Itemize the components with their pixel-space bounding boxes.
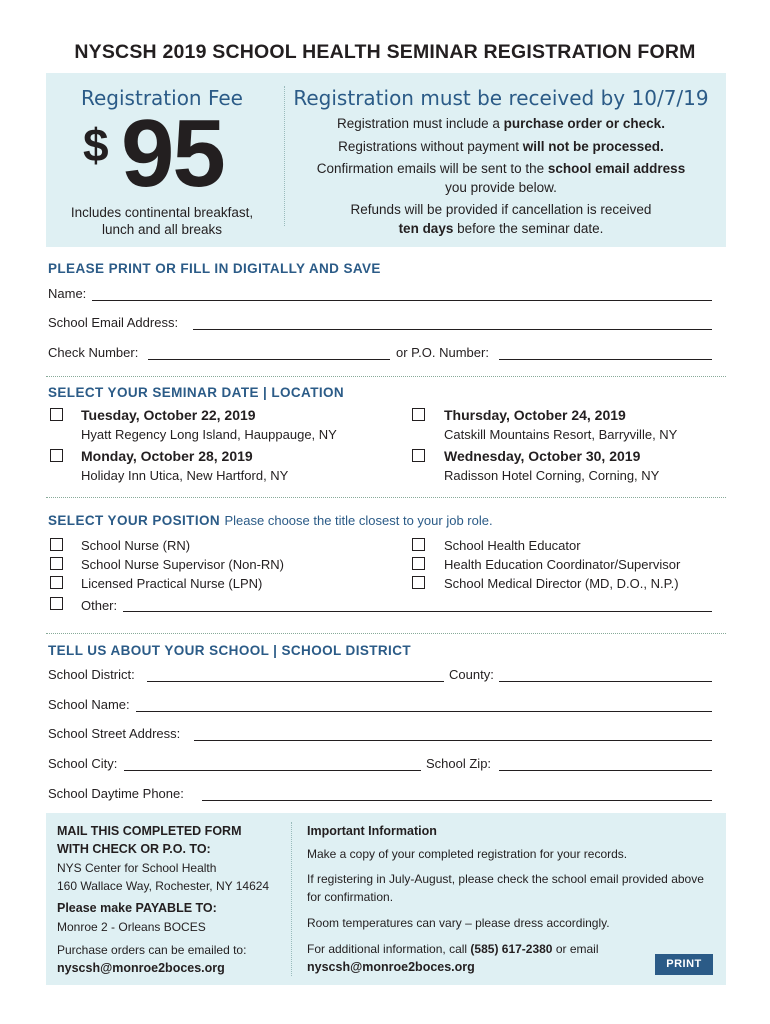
school-name-field[interactable] xyxy=(136,711,712,712)
seminar-section-heading: SELECT YOUR SEMINAR DATE | LOCATION xyxy=(48,385,345,400)
other-label: Other: xyxy=(81,598,118,613)
mail-heading: WITH CHECK OR P.O. TO: xyxy=(57,842,211,856)
seminar-date: Monday, October 28, 2019 xyxy=(81,448,253,464)
important-item: Room temperatures can vary – please dress accordingly. xyxy=(307,916,610,930)
deadline-heading: Registration must be received by 10/7/19 xyxy=(293,86,709,110)
fee-note-line: Includes continental breakfast, xyxy=(70,205,254,220)
fee-heading: Registration Fee xyxy=(81,86,243,110)
deadline-line: Registration must include a purchase order or check. xyxy=(337,116,665,131)
street-field[interactable] xyxy=(194,740,712,741)
city-field[interactable] xyxy=(124,770,421,771)
print-button[interactable]: PRINT xyxy=(655,954,713,975)
phone-label: School Daytime Phone: xyxy=(48,786,184,801)
seminar-location: Holiday Inn Utica, New Hartford, NY xyxy=(81,468,289,483)
deadline-line: you provide below. xyxy=(445,179,557,195)
name-label: Name: xyxy=(48,286,87,301)
important-item: If registering in July-August, please check the school email provided above xyxy=(307,872,704,886)
panel-divider xyxy=(291,822,292,976)
seminar-date: Wednesday, October 30, 2019 xyxy=(444,448,641,464)
payable-heading: Please make PAYABLE TO: xyxy=(57,901,217,915)
seminar-date: Thursday, October 24, 2019 xyxy=(444,407,626,423)
section-divider xyxy=(46,497,726,498)
position-label: School Nurse Supervisor (Non-RN) xyxy=(81,557,285,572)
position-checkbox[interactable] xyxy=(412,538,425,551)
email-field[interactable] xyxy=(193,329,712,330)
position-checkbox[interactable] xyxy=(50,538,63,551)
deadline-line: Confirmation emails will be sent to the school email address xyxy=(316,161,686,176)
street-label: School Street Address: xyxy=(48,726,181,741)
payable-to: Monroe 2 - Orleans BOCES xyxy=(57,920,206,934)
po-email-label: Purchase orders can be emailed to: xyxy=(57,943,247,957)
po-number-label: or P.O. Number: xyxy=(396,345,489,360)
position-label: School Nurse (RN) xyxy=(81,538,191,553)
position-heading: SELECT YOUR POSITION xyxy=(48,513,221,528)
position-checkbox[interactable] xyxy=(412,557,425,570)
deadline-line: Refunds will be provided if cancellation is received xyxy=(350,202,652,217)
section-divider xyxy=(46,376,726,377)
seminar-checkbox[interactable] xyxy=(412,449,425,462)
position-checkbox[interactable] xyxy=(412,576,425,589)
district-field[interactable] xyxy=(147,681,444,682)
city-label: School City: xyxy=(48,756,118,771)
phone-field[interactable] xyxy=(202,800,712,801)
contact-email: nyscsh@monroe2boces.org xyxy=(307,960,475,974)
district-label: School District: xyxy=(48,667,135,682)
email-label: School Email Address: xyxy=(48,315,179,330)
school-name-label: School Name: xyxy=(48,697,130,712)
important-item: Make a copy of your completed registration for your records. xyxy=(307,847,628,861)
seminar-checkbox[interactable] xyxy=(50,408,63,421)
check-number-field[interactable] xyxy=(148,359,390,360)
zip-field[interactable] xyxy=(499,770,712,771)
seminar-location: Hyatt Regency Long Island, Hauppauge, NY xyxy=(81,427,337,442)
county-label: County: xyxy=(449,667,494,682)
po-email: nyscsh@monroe2boces.org xyxy=(57,961,225,975)
mail-address: 160 Wallace Way, Rochester, NY 14624 xyxy=(57,879,270,893)
fee-note-line: lunch and all breaks xyxy=(101,222,223,237)
position-checkbox-other[interactable] xyxy=(50,597,63,610)
seminar-location: Radisson Hotel Corning, Corning, NY xyxy=(444,468,660,483)
seminar-checkbox[interactable] xyxy=(412,408,425,421)
po-number-field[interactable] xyxy=(499,359,712,360)
mail-heading: MAIL THIS COMPLETED FORM xyxy=(57,824,242,838)
important-heading: Important Information xyxy=(307,824,437,838)
fee-amount: 95 xyxy=(121,100,224,207)
seminar-date: Tuesday, October 22, 2019 xyxy=(81,407,256,423)
position-label: Licensed Practical Nurse (LPN) xyxy=(81,576,263,591)
mail-address: NYS Center for School Health xyxy=(57,861,217,875)
important-item: For additional information, call (585) 617-2380 or email xyxy=(307,942,599,956)
section-divider xyxy=(46,633,726,634)
other-field[interactable] xyxy=(123,611,712,612)
position-label: School Health Educator xyxy=(444,538,581,553)
check-number-label: Check Number: xyxy=(48,345,139,360)
name-field[interactable] xyxy=(92,300,712,301)
deadline-line: Registrations without payment will not be processed. xyxy=(338,138,664,154)
position-checkbox[interactable] xyxy=(50,557,63,570)
deadline-line: ten days before the seminar date. xyxy=(398,220,604,236)
school-section-heading: TELL US ABOUT YOUR SCHOOL | SCHOOL DISTRICT xyxy=(48,643,411,658)
deadline-text xyxy=(292,115,710,238)
fee-note xyxy=(46,204,278,238)
position-subheading: Please choose the title closest to your job role. xyxy=(224,513,493,528)
position-section-heading xyxy=(48,512,493,530)
important-item: for confirmation. xyxy=(307,890,394,904)
county-field[interactable] xyxy=(499,681,712,682)
form-title: NYSCSH 2019 SCHOOL HEALTH SEMINAR REGISTRATION FORM xyxy=(74,41,696,63)
seminar-checkbox[interactable] xyxy=(50,449,63,462)
seminar-location: Catskill Mountains Resort, Barryville, NY xyxy=(444,427,678,442)
contact-section-heading: PLEASE PRINT OR FILL IN DIGITALLY AND SAVE xyxy=(48,261,381,276)
fee-currency: $ xyxy=(83,119,109,171)
zip-label: School Zip: xyxy=(426,756,492,771)
panel-divider xyxy=(284,86,285,226)
position-checkbox[interactable] xyxy=(50,576,63,589)
position-label: School Medical Director (MD, D.O., N.P.) xyxy=(444,576,679,591)
position-label: Health Education Coordinator/Supervisor xyxy=(444,557,681,572)
